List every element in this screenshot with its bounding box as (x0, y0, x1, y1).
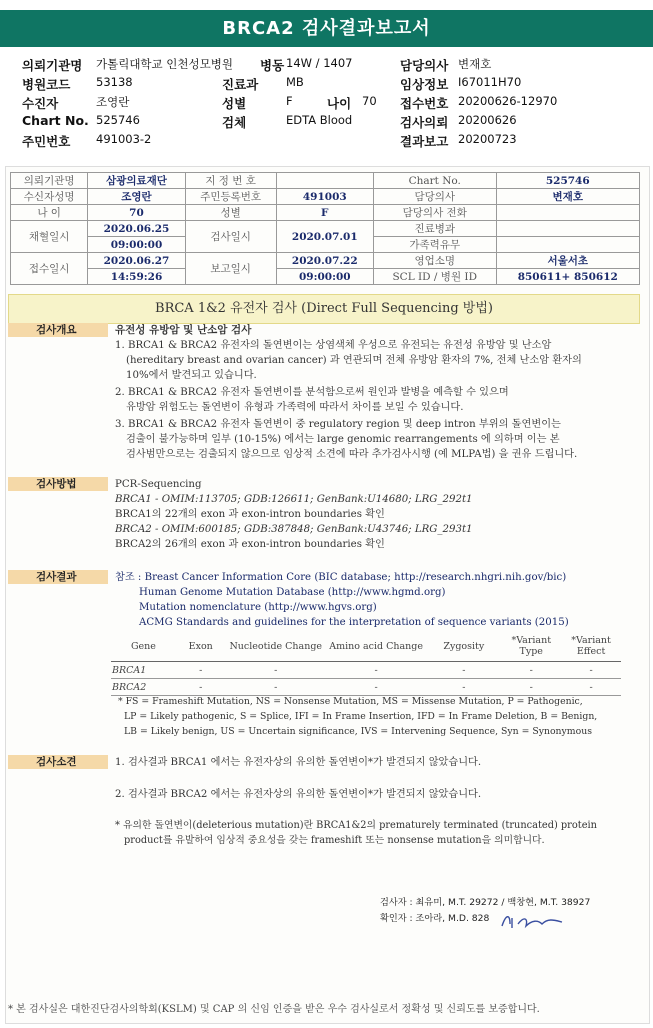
confirmer-signature: 확인자 : 조아라, M.D. 828 (380, 913, 490, 924)
patient-value: 조영란 (96, 95, 130, 109)
info-cell: 검사일시 (185, 221, 276, 253)
info-cell: 조영란 (88, 189, 185, 205)
chart-label: Chart No. (22, 113, 89, 128)
opinion-line: 1. 검사결과 BRCA1 에서는 유전자상의 유의한 돌연변이*가 발견되지 않았습니다. (115, 757, 482, 768)
overview-line: 유전성 유방암 및 난소암 검사 (115, 324, 252, 336)
column-header: *Variant Type (501, 631, 561, 662)
overview-line: 유방암 위험도는 돌연변이 유형과 가족력에 따라서 차이를 보일 수 있습니다. (126, 402, 464, 413)
opinion-section (8, 755, 638, 850)
column-header: Zygosity (426, 631, 501, 662)
report-header (0, 52, 653, 164)
info-cell: F (276, 205, 373, 221)
info-cell: 영업소명 (373, 253, 496, 269)
table-cell: - (501, 679, 561, 696)
footer-note: * 본 검사실은 대한진단검사의학회(KSLM) 및 CAP 의 신임 인증을 받은 우수 검사실로서 정확성 및 신뢰도를 보증합니다. (8, 1004, 540, 1015)
sex-value: F (286, 94, 293, 108)
note-line: * FS = Frameshift Mutation, NS = Nonsense Mutation, MS = Missense Mutation, P = Pathogenic, (118, 696, 583, 707)
overview-line: 3. BRCA1 & BRCA2 유전자 돌연변이 중 regulatory region 및 deep intron 부위의 돌연변이는 (115, 419, 561, 430)
info-cell: 09:00:00 (276, 269, 373, 285)
table-cell: - (501, 662, 561, 679)
opinion-label: 검사소견 (8, 755, 108, 769)
overview-line: 검사범만으로는 검출되지 않으므로 임상적 소견에 따라 추가검사시행 (예 MLPA법) 을 권유 드립니다. (126, 449, 578, 460)
table-cell: - (176, 662, 226, 679)
info-cell: 70 (88, 205, 185, 221)
dept-value: MB (286, 75, 304, 89)
method-line: BRCA1 - OMIM:113705; GDB:126611; GenBank:U14680; LRG_292t1 (115, 494, 473, 505)
rrn-label: 주민번호 (22, 134, 71, 149)
info-cell: 850611+ 850612 (496, 269, 639, 285)
rrn-value: 491003-2 (96, 132, 152, 146)
table-cell: - (226, 679, 326, 696)
info-cell (276, 173, 373, 189)
table-cell: - (326, 679, 426, 696)
overview-line: 검출이 불가능하며 일부 (10-15%) 에서는 large genomic rearrangements 에 의하며 이는 본 (126, 434, 560, 445)
sex-label: 성별 (222, 96, 247, 111)
specimen-label: 검체 (222, 115, 247, 130)
table-cell: - (426, 662, 501, 679)
doctor-label: 담당의사 (400, 58, 449, 73)
reference-line: ACMG Standards and guidelines for the interpretation of sequence variants (2015) (139, 617, 569, 628)
ward-value: 14W / 1407 (286, 56, 353, 70)
gene-cell: BRCA2 (111, 679, 176, 696)
info-cell: 접수일시 (11, 253, 88, 285)
table-cell: - (176, 679, 226, 696)
overview-line: 2. BRCA1 & BRCA2 유전자 돌연변이를 분석함으로써 원인과 발병을 예측할 수 있으며 (115, 387, 509, 398)
table-cell: - (561, 662, 621, 679)
chart-value: 525746 (96, 113, 140, 127)
method-label: 검사방법 (8, 477, 108, 491)
hospital-value: 가톨릭대학교 인천성모병원 (96, 57, 233, 71)
method-line: BRCA2 - OMIM:600185; GDB:387848; GenBank:U43746; LRG_293t1 (115, 524, 473, 535)
variant-table (111, 631, 621, 696)
column-header: *Variant Effect (561, 631, 621, 662)
abbreviation-notes (8, 694, 638, 742)
info-cell: SCL ID / 병원 ID (373, 269, 496, 285)
info-cell: 2020.06.27 (88, 253, 185, 269)
specimen-value: EDTA Blood (286, 113, 353, 127)
info-cell: 채혈일시 (11, 221, 88, 253)
table-cell: - (326, 662, 426, 679)
info-cell: 담당의사 (373, 189, 496, 205)
tester-signature: 검사자 : 최유미, M.T. 29272 / 백창현, M.T. 38927 (380, 897, 591, 908)
patient-label: 수진자 (22, 96, 59, 111)
overview-line: 10%에서 발견되고 있습니다. (126, 370, 257, 381)
hcode-label: 병원코드 (22, 77, 71, 92)
info-cell: 진료병과 (373, 221, 496, 237)
reference-line: Mutation nomenclature (http://www.hgvs.org) (139, 602, 377, 613)
clinical-value: I67011H70 (458, 75, 522, 89)
info-cell: 지 정 번 호 (185, 173, 276, 189)
info-cell: 서울서초 (496, 253, 639, 269)
overview-section (8, 323, 638, 463)
column-header: Nucleotide Change (226, 631, 326, 662)
info-cell: 의뢰기관명 (11, 173, 88, 189)
column-header: Gene (111, 631, 176, 662)
info-cell: 담당의사 전화 (373, 205, 496, 221)
info-cell: 525746 (496, 173, 639, 189)
column-header: Amino acid Change (326, 631, 426, 662)
ward-label: 병동 (260, 58, 285, 73)
table-cell: - (426, 679, 501, 696)
gene-cell: BRCA1 (111, 662, 176, 679)
info-cell: 변재호 (496, 189, 639, 205)
hospital-label: 의뢰기관명 (22, 58, 83, 73)
method-line: BRCA2의 26개의 exon 과 exon-intron boundaries 확인 (115, 539, 385, 550)
info-cell: 2020.07.22 (276, 253, 373, 269)
table-row (111, 662, 621, 679)
opinion-line: product를 유발하여 임상적 중요성을 갖는 frameshift 또는 nonsense mutation을 의미합니다. (124, 835, 545, 846)
info-cell: 삼광의료재단 (88, 173, 185, 189)
reference-line: Human Genome Mutation Database (http://www.hgmd.org) (139, 587, 446, 598)
handwritten-signature (498, 908, 568, 934)
info-cell (496, 205, 639, 221)
report-date-label: 결과보고 (400, 134, 449, 149)
dept-label: 진료과 (222, 77, 259, 92)
doctor-value: 변재호 (458, 57, 492, 71)
info-cell: 2020.06.25 (88, 221, 185, 237)
receipt-value: 20200626-12970 (458, 94, 558, 108)
table-cell: - (561, 679, 621, 696)
method-section (8, 477, 638, 557)
info-cell: 2020.07.01 (276, 221, 373, 253)
info-cell (496, 221, 639, 237)
report-date-value: 20200723 (458, 132, 517, 146)
table-row (111, 679, 621, 696)
hcode-value: 53138 (96, 75, 133, 89)
info-cell: 수신자성명 (11, 189, 88, 205)
overview-line: (hereditary breast and ovarian cancer) 과 연관되며 전체 유방암 환자의 7%, 전체 난소암 환자의 (126, 355, 582, 366)
table-cell: - (226, 662, 326, 679)
age-label: 나이 (327, 96, 352, 111)
clinical-label: 임상정보 (400, 77, 449, 92)
age-value: 70 (362, 94, 377, 108)
reference-line: 참조 : Breast Cancer Information Core (BIC database; http://research.nhgri.nih.gov/bic) (115, 572, 567, 583)
info-cell: 주민등록번호 (185, 189, 276, 205)
info-cell: 09:00:00 (88, 237, 185, 253)
opinion-line: * 유의한 돌연변이(deleterious mutation)란 BRCA1&2의 prematurely terminated (truncated) protein (115, 820, 597, 831)
opinion-line: 2. 검사결과 BRCA2 에서는 유전자상의 유의한 돌연변이*가 발견되지 않았습니다. (115, 789, 482, 800)
info-cell: 보고일시 (185, 253, 276, 285)
testreq-label: 검사의뢰 (400, 115, 449, 130)
info-cell: 491003 (276, 189, 373, 205)
report-title: BRCA2 검사결과보고서 (0, 10, 653, 47)
patient-info-table (10, 172, 640, 285)
note-line: LP = Likely pathogenic, S = Splice, IFI = In Frame Insertion, IFD = In Frame Deletion, B = Benign, (124, 711, 598, 722)
info-cell: 14:59:26 (88, 269, 185, 285)
testreq-value: 20200626 (458, 113, 517, 127)
note-line: LB = Likely benign, US = Uncertain significance, IVS = Intervening Sequence, Syn = Synonymous (124, 726, 592, 737)
test-title: BRCA 1&2 유전자 검사 (Direct Full Sequencing 방법) (8, 294, 640, 324)
overview-label: 검사개요 (8, 323, 108, 337)
receipt-label: 접수번호 (400, 96, 449, 111)
info-cell: 가족력유무 (373, 237, 496, 253)
info-cell: 성별 (185, 205, 276, 221)
method-line: BRCA1의 22개의 exon 과 exon-intron boundaries 확인 (115, 509, 385, 520)
overview-line: 1. BRCA1 & BRCA2 유전자의 돌연변이는 상염색체 우성으로 유전되는 유전성 유방암 및 난소암 (115, 340, 552, 351)
info-cell: 나 이 (11, 205, 88, 221)
info-cell: Chart No. (373, 173, 496, 189)
method-line: PCR-Sequencing (115, 479, 202, 490)
column-header: Exon (176, 631, 226, 662)
info-cell (496, 237, 639, 253)
result-label: 검사결과 (8, 570, 108, 584)
